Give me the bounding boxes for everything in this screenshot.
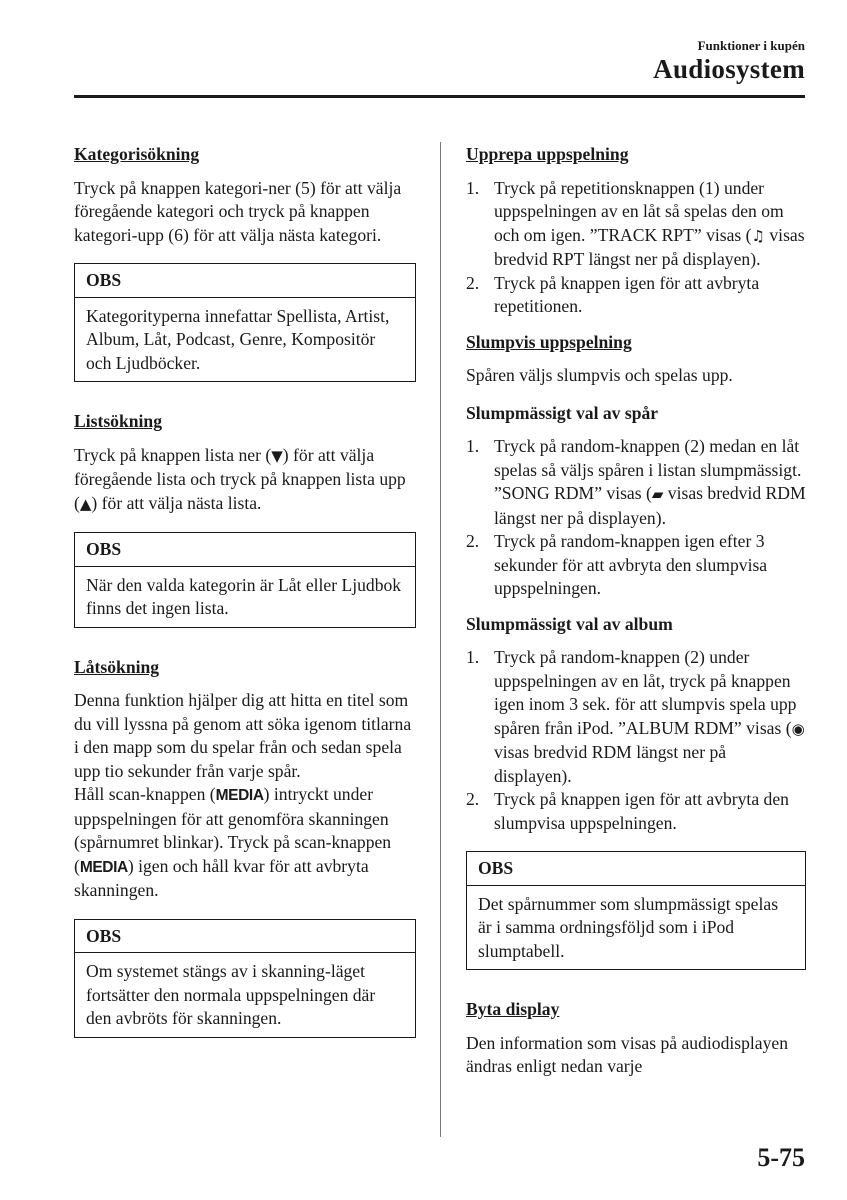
obs-body: Om systemet stängs av i skanning-läget fortsätter den normala uppspelningen där den avbröts för skanningen. (86, 961, 376, 1028)
list-item: 2. Tryck på knappen igen för att avbryta repetitionen. (466, 272, 760, 316)
obs-title: OBS (467, 852, 805, 886)
header-section-label: Funktioner i kupén (697, 38, 805, 53)
disc-icon: ◉ (791, 719, 805, 738)
list-item: 1. Tryck på random-knappen (2) medan en låt spelas så väljs spåren i listan slumpmässigt. ”SONG RDM” visas (▰ visas bredvid RDM längst ner på displayen). (466, 436, 806, 528)
obs-title: OBS (75, 264, 415, 298)
slump-album-subheading: Slumpmässigt val av album (466, 613, 673, 634)
obs-body: När den valda kategorin är Låt eller Ljudbok finns det ingen lista. (86, 574, 402, 618)
obs-title: OBS (75, 533, 415, 567)
right-column (466, 143, 806, 1093)
random-track-steps (466, 435, 806, 601)
latsokning-text-1: Denna funktion hjälper dig att hitta en titel som du vill lyssna på genom att söka igenom titlarna i den mapp som du spelar från och sedan spela upp tio sekunder från varje spår. (74, 690, 412, 781)
latsokning-text-2: Håll scan-knappen (MEDIA) intryckt under uppspelningen för att genomföra skanningen (spårnumret blinkar). Tryck på scan-knappen (MEDIA) igen och håll kvar för att avbryta skanningen. (74, 784, 392, 900)
music-note-icon: ♫ (751, 226, 765, 245)
header-rule (74, 95, 805, 98)
repeat-steps (466, 177, 806, 319)
slumpvis-heading: Slumpvis uppspelning (466, 331, 632, 352)
obs-body: Det spårnummer som slumpmässigt spelas är i samma ordningsföljd som i iPod slumptabell. (478, 893, 779, 961)
obs-box-categories (74, 263, 416, 382)
upprepa-heading: Upprepa uppspelning (466, 144, 629, 164)
obs-body: Kategorityperna innefattar Spellista, Artist, Album, Låt, Podcast, Genre, Kompositör och Ljudböcker. (86, 305, 390, 373)
media-button-label: MEDIA (79, 858, 128, 876)
listsokning-heading: Listsökning (74, 411, 163, 431)
slump-spar-subheading: Slumpmässigt val av spår (466, 402, 659, 423)
list-item: 2. Tryck på random-knappen igen efter 3 sekunder för att avbryta den slumpvisa uppspelningen. (466, 531, 768, 598)
page-title: Audiosystem (653, 54, 805, 84)
byta-display-heading: Byta display (466, 999, 560, 1019)
list-item: 1. Tryck på repetitionsknappen (1) under uppspelningen av en låt så spelas den om och om igen. ”TRACK RPT” visas (♫ visas bredvid RPT längst ner på displayen). (466, 177, 805, 269)
byta-display-text: Den information som visas på audiodisplayen ändras enligt nedan varje (466, 1032, 789, 1076)
page-number: 5-75 (757, 1143, 805, 1172)
obs-title: OBS (75, 920, 415, 954)
slumpvis-text: Spåren väljs slumpvis och spelas upp. (466, 365, 733, 385)
kategorisokning-heading: Kategorisökning (74, 144, 200, 164)
column-divider (440, 142, 441, 1137)
random-album-steps (466, 646, 806, 835)
media-button-label: MEDIA (215, 787, 264, 804)
down-triangle-icon: ▼ (271, 446, 283, 465)
folder-icon: ▰ (651, 485, 664, 503)
list-item: 2. Tryck på knappen igen för att avbryta den slumpvisa uppspelningen. (466, 789, 789, 833)
obs-box-list (74, 532, 416, 628)
listsokning-text: Tryck på knappen lista ner (▼) för att välja föregående lista och tryck på knappen lista upp (▲) för att välja nästa lista. (74, 444, 406, 513)
latsokning-heading: Låtsökning (74, 656, 160, 677)
obs-box-scan (74, 919, 416, 1038)
kategorisokning-text: Tryck på knappen kategori-ner (5) för att välja föregående kategori och tryck på knappen kategori-upp (6) för att välja nästa kategori. (74, 177, 402, 245)
list-item: 1. Tryck på random-knappen (2) under uppspelningen av en låt, tryck på knappen igen inom 3 sek. för att slumpvis spela upp spåren från iPod. ”ALBUM RDM” visas (◉ visas bredvid RDM längst ner på displayen). (466, 647, 805, 786)
obs-box-random (466, 851, 806, 970)
up-triangle-icon: ▲ (79, 494, 92, 513)
left-column (74, 143, 416, 1066)
